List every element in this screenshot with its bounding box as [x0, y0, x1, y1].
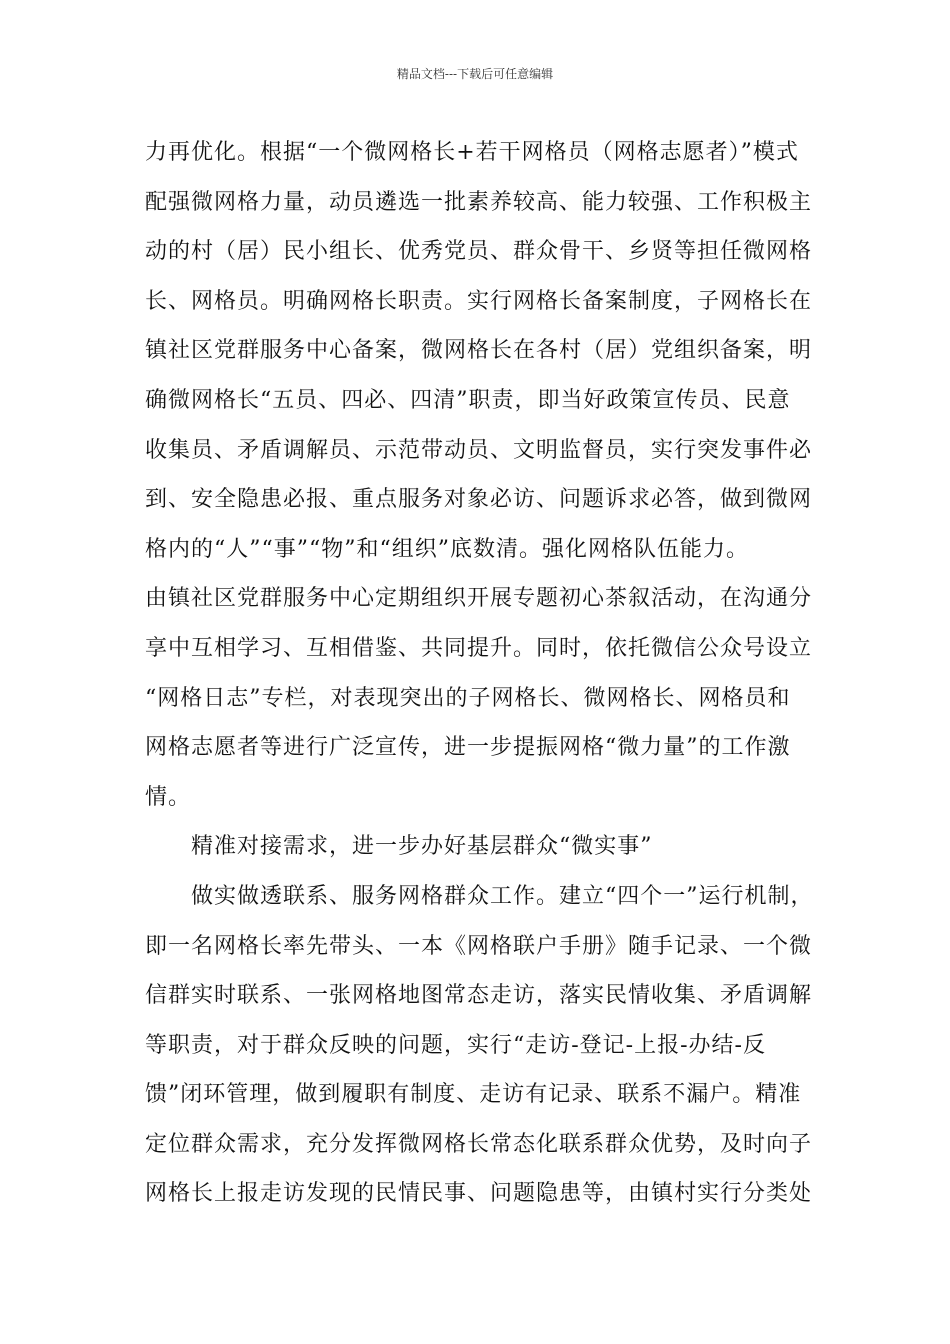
text-line: 确微网格长“五员、四必、四清”职责，即当好政策宣传员、民意: [145, 387, 791, 413]
text-line: 镇社区党群服务中心备案，微网格长在各村（居）党组织备案，明: [145, 338, 813, 364]
text-line: 信群实时联系、一张网格地图常态走访，落实民情收集、矛盾调解: [145, 983, 813, 1009]
text-line: 精准对接需求，进一步办好基层群众“微实事”: [191, 834, 653, 860]
text-line: 做实做透联系、服务网格群众工作。建立“四个一”运行机制，: [191, 883, 814, 909]
text-line: 收集员、矛盾调解员、示范带动员、文明监督员，实行突发事件必: [145, 437, 813, 463]
text-line: 由镇社区党群服务中心定期组织开展专题初心茶叙活动，在沟通分: [145, 586, 813, 612]
text-line: 动的村（居）民小组长、优秀党员、群众骨干、乡贤等担任微网格: [145, 239, 813, 265]
text-line: 等职责，对于群众反映的问题，实行“走访-登记-上报-办结-反: [145, 1032, 766, 1058]
text-line: 即一名网格长率先带头、一本《网格联户手册》随手记录、一个微: [145, 933, 813, 959]
text-line: 网格长上报走访发现的民情民事、问题隐患等，由镇村实行分类处: [145, 1181, 813, 1207]
text-line: 到、安全隐患必报、重点服务对象必访、问题诉求必答，做到微网: [145, 487, 813, 513]
page-header: 精品文档---下载后可任意编辑: [396, 67, 554, 81]
text-line: 长、网格员。明确网格长职责。实行网格长备案制度，子网格长在: [145, 288, 813, 314]
text-line: 力再优化。根据“一个微网格长+若干网格员（网格志愿者）”模式: [145, 140, 799, 165]
text-line: “网格日志”专栏，对表现突出的子网格长、微网格长、网格员和: [145, 685, 791, 711]
text-line: 格内的“人”“事”“物”和“组织”底数清。强化网格队伍能力。: [145, 536, 749, 562]
text-line: 享中互相学习、互相借鉴、共同提升。同时，依托微信公众号设立: [145, 635, 813, 661]
text-line: 馈”闭环管理，做到履职有制度、走访有记录、联系不漏户。精准: [145, 1082, 802, 1108]
text-line: 配强微网格力量，动员遴选一批素养较高、能力较强、工作积极主: [145, 189, 813, 215]
text-line: 网格志愿者等进行广泛宣传，进一步提振网格“微力量”的工作激: [145, 735, 791, 761]
document-body: [145, 128, 815, 1219]
text-line: 定位群众需求，充分发挥微网格长常态化联系群众优势，及时向子: [145, 1131, 813, 1157]
text-line: 情。: [145, 784, 192, 810]
